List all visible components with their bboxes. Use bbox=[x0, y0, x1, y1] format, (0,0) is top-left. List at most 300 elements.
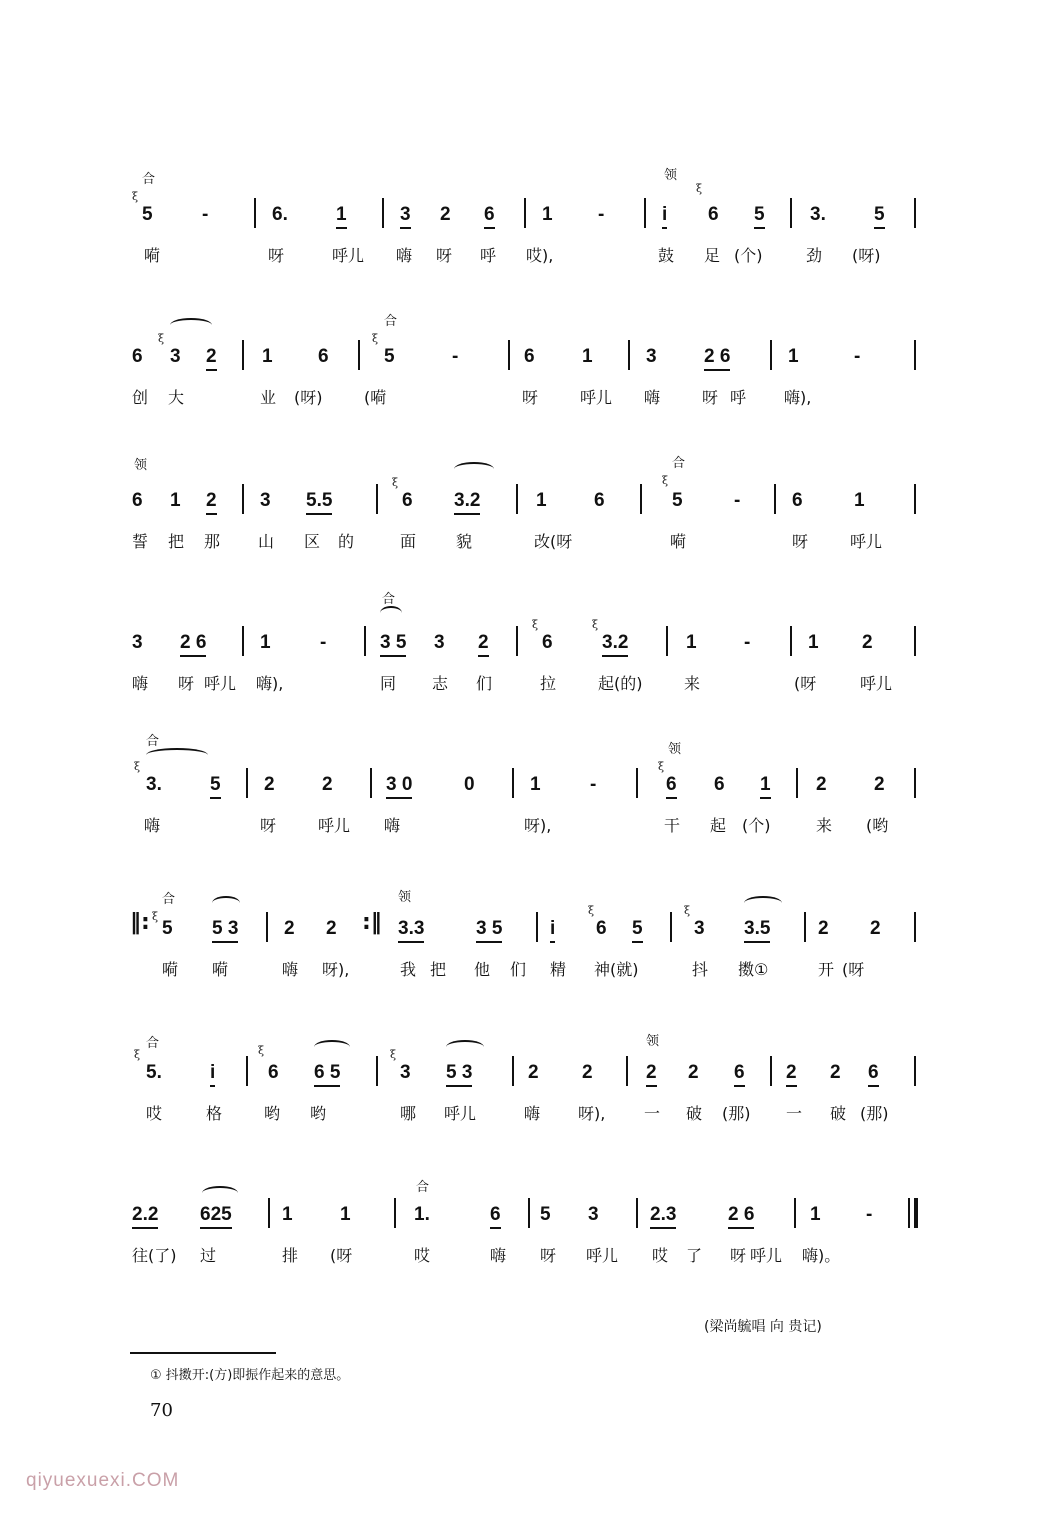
note: 3 bbox=[170, 346, 181, 367]
lyric: 同 bbox=[380, 674, 397, 693]
lyric: 呀), bbox=[322, 960, 350, 979]
lyric: 哎 bbox=[146, 1104, 163, 1123]
grace-note-mark: ξ bbox=[392, 476, 399, 489]
note: 2 bbox=[862, 632, 873, 653]
note: 5 bbox=[540, 1204, 551, 1225]
note: 5 bbox=[672, 490, 683, 511]
score-system-3 bbox=[130, 446, 920, 556]
lyric: 呼 bbox=[730, 388, 747, 407]
repeat-end-sign: :‖ bbox=[362, 910, 382, 935]
lyric: 嗨), bbox=[784, 388, 812, 407]
note: 2 bbox=[206, 490, 217, 515]
note: 6. bbox=[272, 204, 288, 225]
lyrics-row bbox=[130, 388, 920, 412]
grace-note-mark: ξ bbox=[134, 1048, 141, 1061]
barline bbox=[512, 768, 514, 798]
note: - bbox=[744, 632, 751, 653]
barline bbox=[804, 912, 806, 942]
note: 5 bbox=[210, 774, 221, 799]
note: 3 bbox=[646, 346, 657, 367]
barline bbox=[242, 340, 244, 370]
lyric: (呀 bbox=[842, 960, 865, 979]
barline bbox=[914, 484, 916, 514]
note: - bbox=[734, 490, 741, 511]
note: 2.3 bbox=[650, 1204, 676, 1229]
lyric: 哎), bbox=[526, 246, 554, 265]
chorus-mark: 合 bbox=[672, 456, 686, 471]
lyric: 呼儿 bbox=[580, 388, 613, 407]
note: 2 bbox=[818, 918, 829, 939]
lyric: 呀), bbox=[524, 816, 552, 835]
grace-note-mark: ξ bbox=[532, 618, 539, 631]
barline bbox=[358, 340, 360, 370]
note: 6 bbox=[666, 774, 677, 799]
lyric: 起(的) bbox=[598, 674, 643, 693]
lyric: 呼儿 bbox=[750, 1246, 783, 1265]
note: 5 bbox=[162, 918, 173, 939]
grace-note-mark: ξ bbox=[592, 618, 599, 631]
lyric: 们 bbox=[476, 674, 493, 693]
footnote-divider bbox=[130, 1352, 276, 1354]
lyric: 哟 bbox=[264, 1104, 281, 1123]
barline bbox=[640, 484, 642, 514]
lyric: 嗬 bbox=[162, 960, 179, 979]
slur bbox=[744, 896, 782, 910]
lyric: 呀 bbox=[268, 246, 285, 265]
grace-note-mark: ξ bbox=[390, 1048, 397, 1061]
lyric: 呀 bbox=[522, 388, 539, 407]
lyric: 呀 bbox=[178, 674, 195, 693]
lead-mark: 领 bbox=[664, 168, 678, 183]
lyric: 哎 bbox=[414, 1246, 431, 1265]
note: 5 bbox=[384, 346, 395, 367]
lyric: 哟 bbox=[310, 1104, 327, 1123]
lyric: 嗨), bbox=[256, 674, 284, 693]
lyric: (呀) bbox=[294, 388, 323, 407]
note: 6 bbox=[714, 774, 725, 795]
grace-note-mark: ξ bbox=[134, 760, 141, 773]
note: 3 bbox=[434, 632, 445, 653]
barline bbox=[536, 912, 538, 942]
lyric: 嗨 bbox=[132, 674, 149, 693]
note: i bbox=[210, 1062, 215, 1087]
lyric: 来 bbox=[684, 674, 701, 693]
lyric: 把 bbox=[430, 960, 447, 979]
lyric: 山 bbox=[258, 532, 275, 551]
grace-note-mark: ξ bbox=[258, 1044, 265, 1057]
note: 2 6 bbox=[728, 1204, 754, 1229]
note: 2 bbox=[478, 632, 489, 657]
chorus-mark: 合 bbox=[162, 892, 176, 907]
lyric: (呀 bbox=[330, 1246, 353, 1265]
barline bbox=[370, 768, 372, 798]
note: 1 bbox=[530, 774, 541, 795]
barline bbox=[908, 1198, 910, 1228]
lyric: 嗨 bbox=[282, 960, 299, 979]
grace-note-mark: ξ bbox=[158, 332, 165, 345]
note: - bbox=[598, 204, 605, 225]
note: - bbox=[452, 346, 459, 367]
lyric: 破 bbox=[830, 1104, 847, 1123]
lyric: 呼儿 bbox=[850, 532, 883, 551]
score-system-1 bbox=[130, 160, 920, 270]
grace-note-mark: ξ bbox=[696, 182, 703, 195]
note: 3.2 bbox=[454, 490, 480, 515]
slur bbox=[146, 748, 208, 762]
grace-note-mark: ξ bbox=[658, 760, 665, 773]
barline bbox=[376, 1056, 378, 1086]
singer-credit: (梁尚毓唱 向 贵记) bbox=[704, 1319, 822, 1335]
barline bbox=[626, 1056, 628, 1086]
barline bbox=[516, 484, 518, 514]
note: 2 6 bbox=[704, 346, 730, 371]
barline bbox=[512, 1056, 514, 1086]
lyric: 大 bbox=[168, 388, 185, 407]
note: 3 0 bbox=[386, 774, 412, 799]
note: 6 bbox=[268, 1062, 279, 1083]
grace-note-mark: ξ bbox=[152, 910, 159, 923]
final-barline bbox=[914, 1198, 918, 1228]
note: 2 bbox=[816, 774, 827, 795]
barline bbox=[636, 768, 638, 798]
note: 2 bbox=[206, 346, 217, 371]
lyric: 业 bbox=[260, 388, 277, 407]
lyric: 开 bbox=[818, 960, 835, 979]
lyric: (呀 bbox=[794, 674, 817, 693]
lyric: 嗨 bbox=[144, 816, 161, 835]
lyric: 擞① bbox=[738, 960, 769, 979]
lyric: (那) bbox=[860, 1104, 889, 1123]
grace-note-mark: ξ bbox=[132, 190, 139, 203]
note: 3 bbox=[400, 1062, 411, 1083]
lyric: 哪 bbox=[400, 1104, 417, 1123]
note: - bbox=[320, 632, 327, 653]
lyrics-row bbox=[130, 246, 920, 270]
barline bbox=[790, 198, 792, 228]
barline bbox=[774, 484, 776, 514]
lyrics-row bbox=[130, 1246, 920, 1270]
slur bbox=[380, 606, 402, 620]
barline bbox=[254, 198, 256, 228]
note: - bbox=[202, 204, 209, 225]
note: 2 bbox=[284, 918, 295, 939]
lyric: 改 bbox=[534, 532, 551, 551]
lyric: 创 bbox=[132, 388, 149, 407]
barline bbox=[796, 768, 798, 798]
lyric: 呼 bbox=[480, 246, 497, 265]
note: 3. bbox=[146, 774, 162, 795]
note: 2 bbox=[646, 1062, 657, 1087]
note: 6 bbox=[402, 490, 413, 511]
note: 2.2 bbox=[132, 1204, 158, 1229]
lyrics-row bbox=[130, 1104, 920, 1128]
barline bbox=[770, 340, 772, 370]
lyric: 精 bbox=[550, 960, 567, 979]
lyric: 的 bbox=[338, 532, 355, 551]
lyric: 嗨 bbox=[644, 388, 661, 407]
lyric: 区 bbox=[304, 532, 321, 551]
lyric: 们 bbox=[510, 960, 527, 979]
score-system-4 bbox=[130, 588, 920, 698]
lyric: 起 bbox=[710, 816, 727, 835]
notation-row bbox=[130, 626, 920, 666]
barline bbox=[636, 1198, 638, 1228]
note: 1 bbox=[808, 632, 819, 653]
slur bbox=[446, 1040, 484, 1054]
slur bbox=[212, 896, 240, 910]
slur bbox=[314, 1040, 350, 1054]
lyric: 干 bbox=[664, 816, 681, 835]
lyrics-row bbox=[130, 532, 920, 556]
note: - bbox=[854, 346, 861, 367]
note: 6 bbox=[596, 918, 607, 939]
note: 5 3 bbox=[212, 918, 238, 943]
note: 2 bbox=[322, 774, 333, 795]
note: 2 bbox=[870, 918, 881, 939]
note: 2 bbox=[326, 918, 337, 939]
note: 2 bbox=[440, 204, 451, 225]
score-system-2 bbox=[130, 302, 920, 412]
lyrics-row bbox=[130, 960, 920, 984]
note: 5 bbox=[632, 918, 643, 943]
barline bbox=[242, 626, 244, 656]
note: 5 bbox=[874, 204, 885, 229]
note: 2 bbox=[688, 1062, 699, 1083]
lyric: 把 bbox=[168, 532, 185, 551]
lyric: 呼儿 bbox=[444, 1104, 477, 1123]
lyric: 哎 bbox=[652, 1246, 669, 1265]
lyric: 神(就) bbox=[594, 960, 639, 979]
note: 0 bbox=[464, 774, 475, 795]
lyric: 那 bbox=[204, 532, 221, 551]
lyric: 过 bbox=[200, 1246, 217, 1265]
note: 6 bbox=[708, 204, 719, 225]
note: 1 bbox=[536, 490, 547, 511]
note: 5.5 bbox=[306, 490, 332, 515]
lyric: 他 bbox=[474, 960, 491, 979]
note: 3 bbox=[400, 204, 411, 229]
note: 6 bbox=[132, 346, 143, 367]
lyric: 呀), bbox=[578, 1104, 606, 1123]
note: 6 bbox=[734, 1062, 745, 1087]
note: i bbox=[662, 204, 667, 229]
barline bbox=[246, 1056, 248, 1086]
lyric: 破 bbox=[686, 1104, 703, 1123]
lyric: 劲 bbox=[806, 246, 823, 265]
barline bbox=[524, 198, 526, 228]
note: 6 bbox=[868, 1062, 879, 1087]
barline bbox=[914, 768, 916, 798]
note: 6 bbox=[594, 490, 605, 511]
lyric: (呀 bbox=[550, 532, 573, 551]
lead-mark: 领 bbox=[646, 1034, 660, 1049]
note: 6 bbox=[542, 632, 553, 653]
note: i bbox=[550, 918, 555, 943]
note: 5 bbox=[142, 204, 153, 225]
grace-note-mark: ξ bbox=[588, 904, 595, 917]
notation-row bbox=[130, 912, 920, 952]
lyric: (哟 bbox=[866, 816, 889, 835]
site-watermark: qiyuexuexi.COM bbox=[26, 1470, 180, 1491]
lyric: 了 bbox=[686, 1246, 703, 1265]
lyric: 嗨 bbox=[384, 816, 401, 835]
note: 6 bbox=[318, 346, 329, 367]
note: 6 bbox=[524, 346, 535, 367]
barline bbox=[266, 912, 268, 942]
barline bbox=[914, 626, 916, 656]
notation-row bbox=[130, 768, 920, 808]
barline bbox=[628, 340, 630, 370]
lyric: 一 bbox=[786, 1104, 803, 1123]
slur bbox=[454, 462, 494, 476]
lyric: 呀 bbox=[702, 388, 719, 407]
notation-row bbox=[130, 1056, 920, 1096]
lyric: 来 bbox=[816, 816, 833, 835]
lyric: 嗬 bbox=[144, 246, 161, 265]
barline bbox=[790, 626, 792, 656]
note: 1 bbox=[542, 204, 553, 225]
notation-row bbox=[130, 198, 920, 238]
lyric: 呼儿 bbox=[318, 816, 351, 835]
barline bbox=[376, 484, 378, 514]
lead-mark: 领 bbox=[398, 890, 412, 905]
note: 3 bbox=[694, 918, 705, 939]
lyric: 我 bbox=[400, 960, 417, 979]
note: 3.2 bbox=[602, 632, 628, 657]
lead-mark: 领 bbox=[668, 742, 682, 757]
note: 1 bbox=[810, 1204, 821, 1225]
lyric: (嗬 bbox=[364, 388, 387, 407]
note: 6 bbox=[490, 1204, 501, 1229]
lead-mark: 领 bbox=[134, 458, 148, 473]
note: 2 bbox=[582, 1062, 593, 1083]
barline bbox=[394, 1198, 396, 1228]
note: 3 bbox=[588, 1204, 599, 1225]
lyric: 嗨)。 bbox=[802, 1246, 841, 1265]
lyric: 格 bbox=[206, 1104, 223, 1123]
score-system-8 bbox=[130, 1160, 920, 1270]
lyric: 鼓 bbox=[658, 246, 675, 265]
note: 3 bbox=[260, 490, 271, 511]
note: 1 bbox=[686, 632, 697, 653]
lyric: 排 bbox=[282, 1246, 299, 1265]
note: 5. bbox=[146, 1062, 162, 1083]
lyric: 呀 bbox=[540, 1246, 557, 1265]
note: 1 bbox=[760, 774, 771, 799]
barline bbox=[516, 626, 518, 656]
chorus-mark: 合 bbox=[416, 1180, 430, 1195]
barline bbox=[914, 1056, 916, 1086]
note: 1 bbox=[340, 1204, 351, 1225]
notation-row bbox=[130, 1198, 920, 1238]
note: 1 bbox=[262, 346, 273, 367]
barline bbox=[644, 198, 646, 228]
page-number: 70 bbox=[150, 1400, 173, 1421]
barline bbox=[268, 1198, 270, 1228]
note: 3 5 bbox=[380, 632, 406, 657]
note: 1 bbox=[788, 346, 799, 367]
lyric: 面 bbox=[400, 532, 417, 551]
note: 1. bbox=[414, 1204, 430, 1225]
note: 1 bbox=[260, 632, 271, 653]
note: 6 5 bbox=[314, 1062, 340, 1087]
lyric: 拉 bbox=[540, 674, 557, 693]
note: 1 bbox=[170, 490, 181, 511]
lyric: 呀 bbox=[436, 246, 453, 265]
barline bbox=[914, 340, 916, 370]
barline bbox=[770, 1056, 772, 1086]
notation-row bbox=[130, 484, 920, 524]
lyric: 一 bbox=[644, 1104, 661, 1123]
lyric: 呀 bbox=[730, 1246, 747, 1265]
lyric: 貌 bbox=[456, 532, 473, 551]
grace-note-mark: ξ bbox=[662, 474, 669, 487]
note: 6 bbox=[132, 490, 143, 511]
note: 1 bbox=[854, 490, 865, 511]
note: 5 bbox=[754, 204, 765, 229]
barline bbox=[508, 340, 510, 370]
repeat-start-sign: ‖: bbox=[130, 910, 150, 935]
lyric: 嗨 bbox=[490, 1246, 507, 1265]
lyric: (那) bbox=[722, 1104, 751, 1123]
barline bbox=[382, 198, 384, 228]
note: 3.3 bbox=[398, 918, 424, 943]
slur bbox=[170, 318, 212, 332]
note: 625 bbox=[200, 1204, 232, 1229]
lyric: 抖 bbox=[692, 960, 709, 979]
chorus-mark: 合 bbox=[142, 172, 156, 187]
note: 1 bbox=[582, 346, 593, 367]
note: 3.5 bbox=[744, 918, 770, 943]
lyric: 嗬 bbox=[670, 532, 687, 551]
barline bbox=[670, 912, 672, 942]
barline bbox=[914, 912, 916, 942]
note: 1 bbox=[282, 1204, 293, 1225]
score-system-5 bbox=[130, 730, 920, 840]
lyric: 呼儿 bbox=[332, 246, 365, 265]
note: 2 bbox=[874, 774, 885, 795]
lyric: 嗬 bbox=[212, 960, 229, 979]
barline bbox=[914, 198, 916, 228]
chorus-mark: 合 bbox=[384, 314, 398, 329]
notation-row bbox=[130, 340, 920, 380]
barline bbox=[242, 484, 244, 514]
note: 3 bbox=[132, 632, 143, 653]
lyric: 往(了) bbox=[132, 1246, 177, 1265]
chorus-mark: 合 bbox=[146, 734, 160, 749]
lyric: 呼儿 bbox=[586, 1246, 619, 1265]
lyric: 誓 bbox=[132, 532, 149, 551]
lyric: 呼儿 bbox=[860, 674, 893, 693]
lyric: (呀) bbox=[852, 246, 881, 265]
lyric: 嗨 bbox=[524, 1104, 541, 1123]
lyric: 呀 bbox=[260, 816, 277, 835]
note: 2 bbox=[830, 1062, 841, 1083]
lyric: 志 bbox=[432, 674, 449, 693]
lyric: (个) bbox=[734, 246, 763, 265]
score-system-7 bbox=[130, 1018, 920, 1128]
note: - bbox=[590, 774, 597, 795]
grace-note-mark: ξ bbox=[372, 332, 379, 345]
grace-note-mark: ξ bbox=[684, 904, 691, 917]
barline bbox=[794, 1198, 796, 1228]
note: 3 5 bbox=[476, 918, 502, 943]
chorus-mark: 合 bbox=[382, 592, 396, 607]
lyrics-row bbox=[130, 816, 920, 840]
lyric: 呼儿 bbox=[204, 674, 237, 693]
note: 5 3 bbox=[446, 1062, 472, 1087]
lyric: 嗨 bbox=[396, 246, 413, 265]
